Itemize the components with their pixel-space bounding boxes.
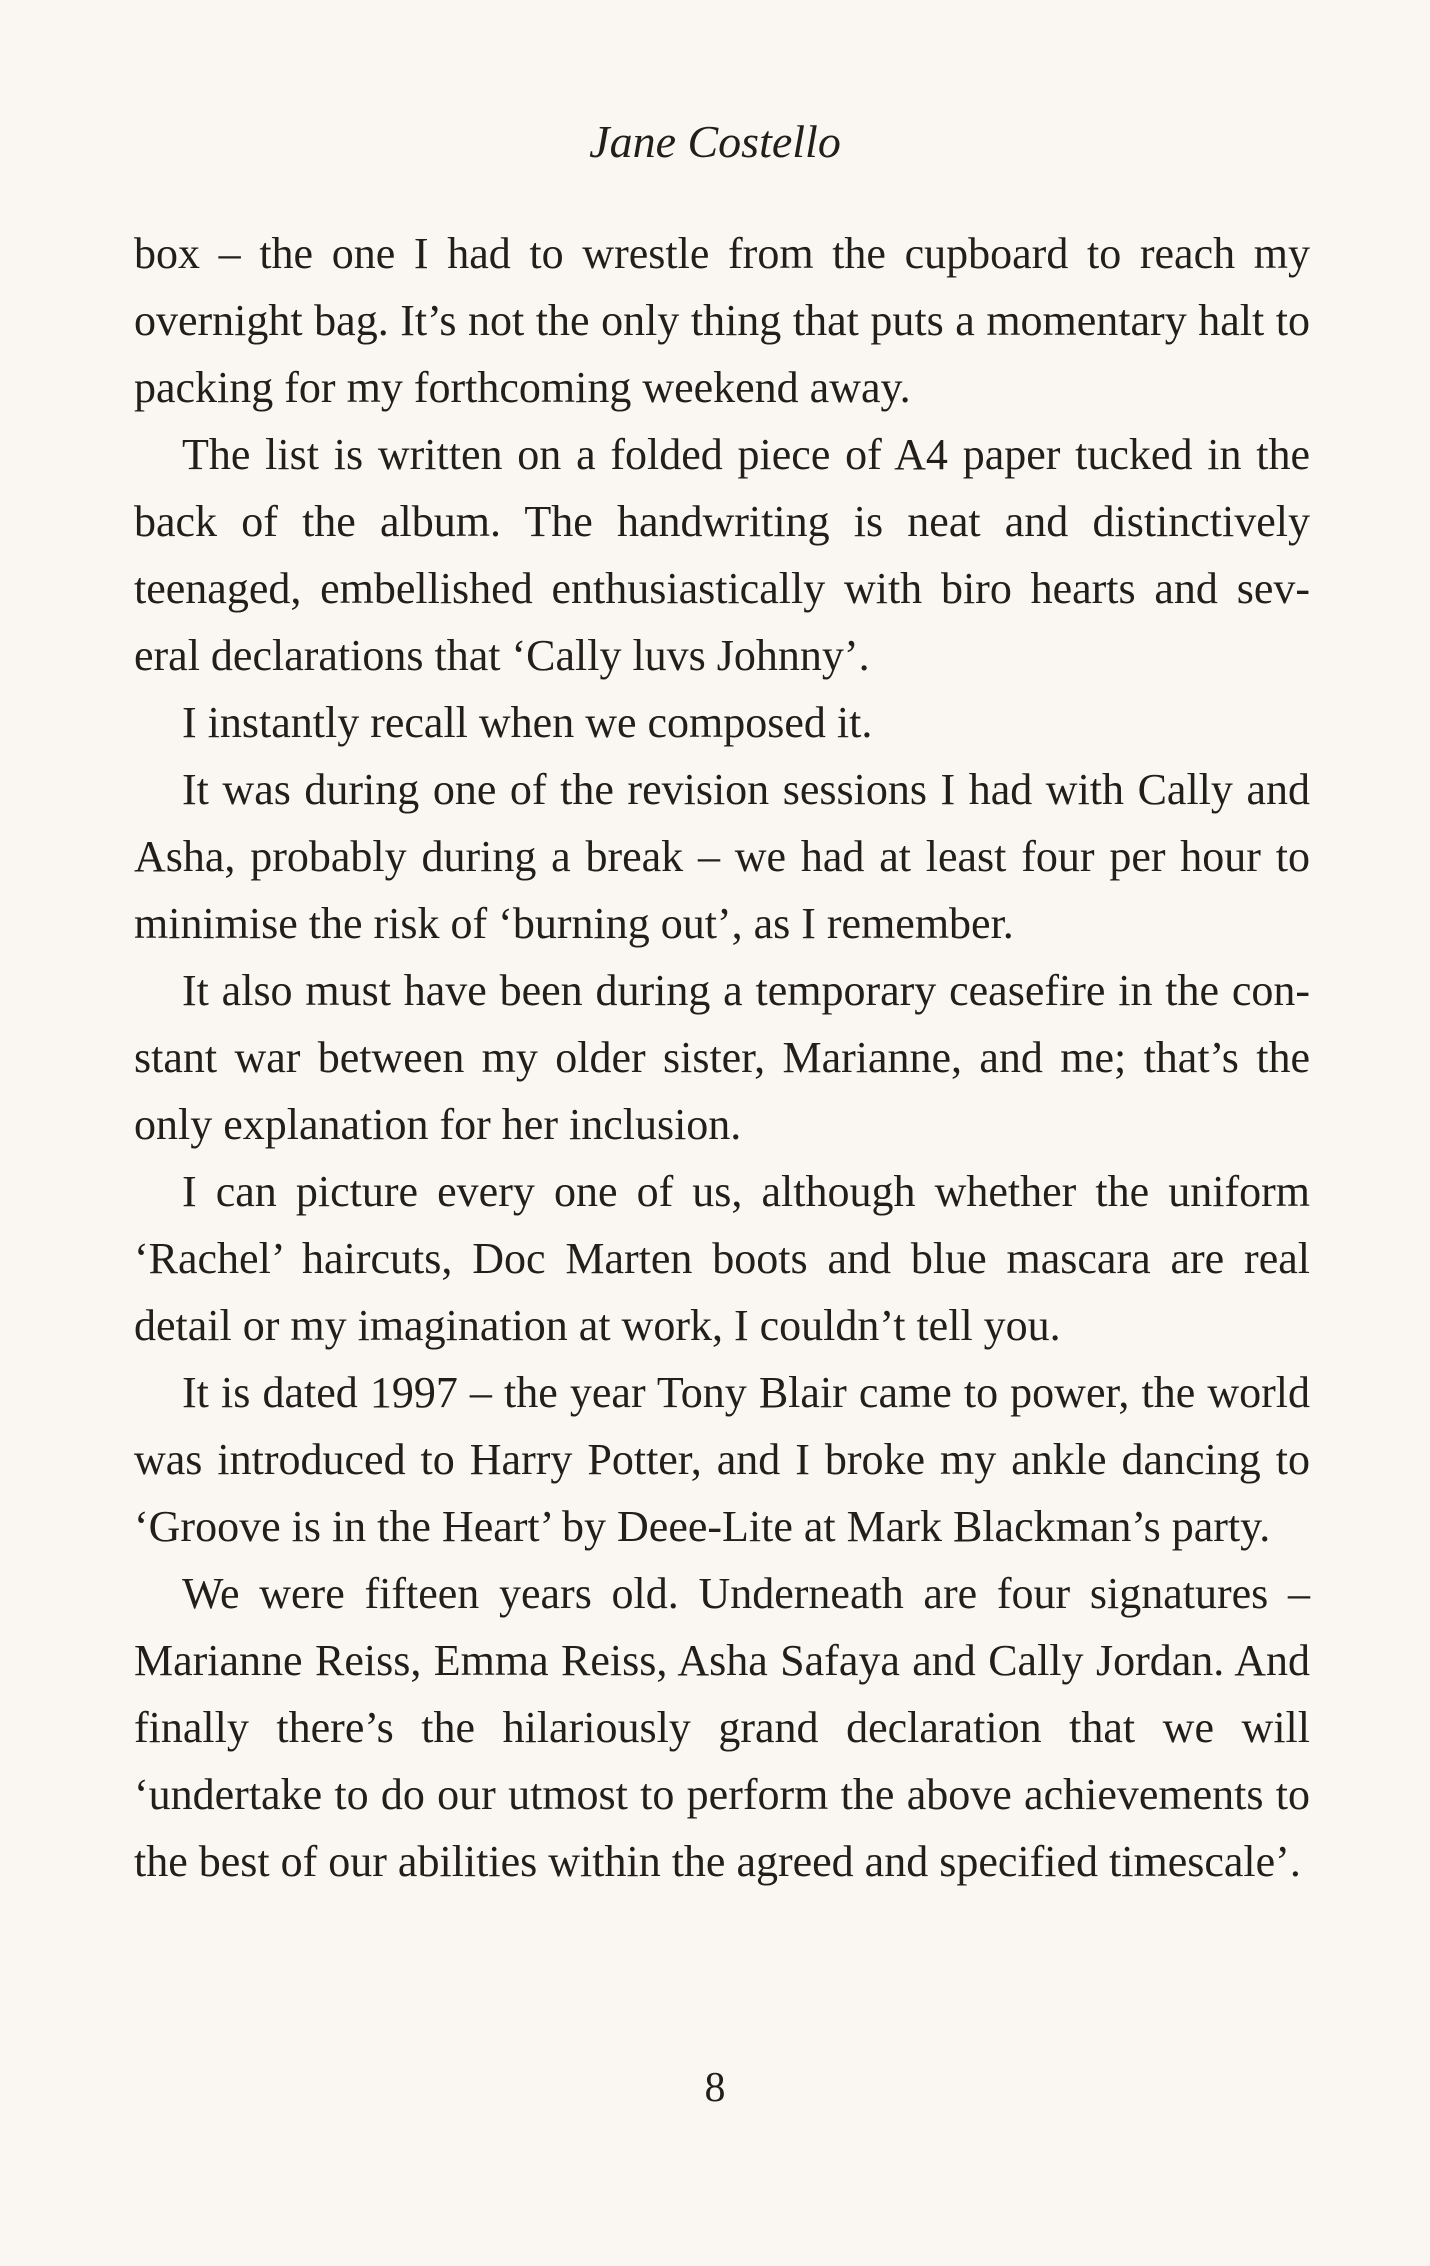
paragraph: It is dated 1997 – the year Tony Blair came to power, the world was introduced to Harry Potter, and I broke my ankle dancing to ‘Groove is in the Heart’ by Deee-Lite at Mark Blackman’s party.	[134, 1368, 1310, 1551]
page-number: 8	[704, 2065, 726, 2111]
paragraph: It was during one of the revision sessions I had with Cally and Asha, probably during a break – we had at least four per hour to minimise the risk of ‘burning out’, as I remember.	[134, 765, 1310, 948]
paragraph: We were fifteen years old. Underneath are four signatures – Marianne Reiss, Emma Reiss, Asha Safaya and Cally Jordan. And finally there’s the hilariously grand declaration that we will ‘undertake to do our utmost to perform the above achievements to the best of our abilities within the agreed and specified timescale’.	[134, 1569, 1310, 1886]
paragraph: The list is written on a folded piece of A4 paper tucked in the back of the album. The handwriting is neat and distinctively teenaged, embellished enthusiastically with biro hearts and sev-eral declarations that ‘Cally luvs Johnny’.	[134, 430, 1310, 680]
running-head: Jane Costello	[589, 116, 841, 167]
paragraph: I can picture every one of us, although whether the uniform ‘Rachel’ haircuts, Doc Marten boots and blue mascara are real detail or my imagination at work, I couldn’t tell you.	[134, 1167, 1310, 1350]
paragraph: box – the one I had to wrestle from the cupboard to reach my overnight bag. It’s not the only thing that puts a momentary halt to packing for my forthcoming weekend away.	[134, 229, 1310, 412]
body-text	[134, 220, 1310, 1895]
paragraph: It also must have been during a temporary ceasefire in the con-stant war between my older sister, Marianne, and me; that’s the only explanation for her inclusion.	[134, 966, 1310, 1149]
paragraph: I instantly recall when we composed it.	[182, 698, 873, 747]
